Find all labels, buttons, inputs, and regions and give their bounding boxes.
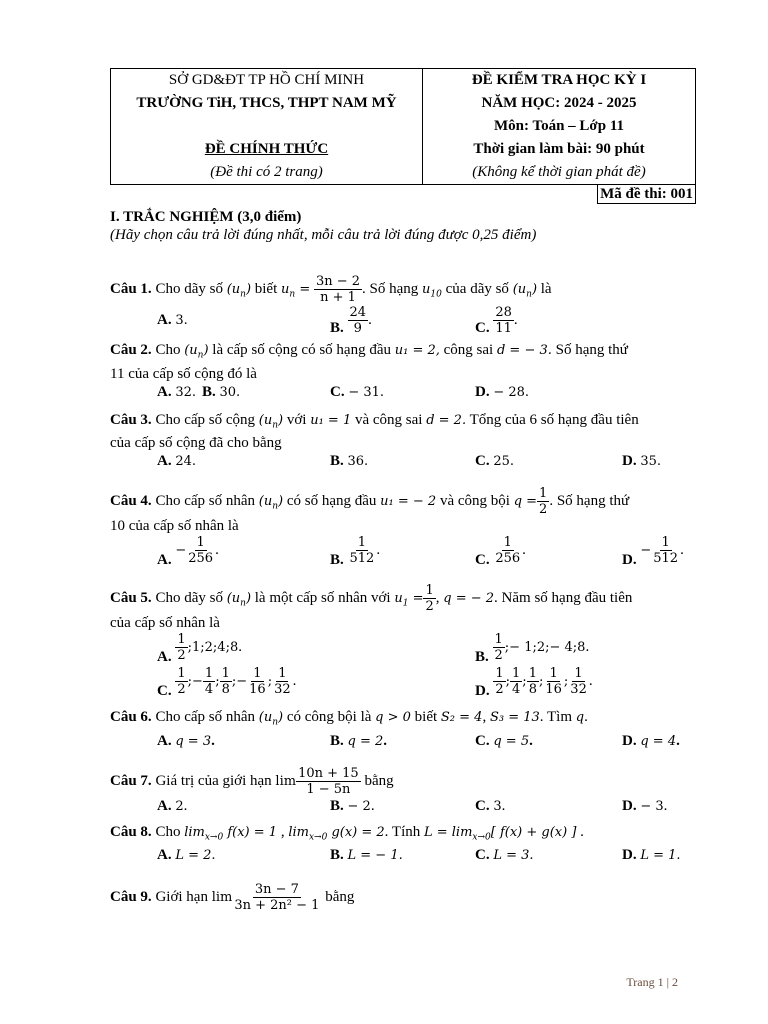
question-text: Số hạng bbox=[369, 280, 419, 297]
question-text: là một cấp số nhân với bbox=[254, 590, 391, 607]
answer-options bbox=[110, 305, 696, 335]
option-a[interactable]: A. 2. bbox=[157, 797, 188, 814]
question-text: của cấp số cộng đã cho bằng bbox=[110, 435, 282, 452]
common-ratio: q = − 2 bbox=[443, 591, 495, 607]
option-c[interactable]: C. q = 5. bbox=[475, 732, 533, 749]
question-text: Tổng của 6 số hạng đầu tiên bbox=[469, 411, 639, 428]
answer-options bbox=[110, 732, 696, 754]
option-b[interactable]: B. $\frac{1}{512}$ . bbox=[330, 535, 381, 569]
option-d[interactable]: D. L = 1. bbox=[622, 847, 681, 864]
condition: q > 0 bbox=[375, 710, 411, 726]
common-ratio: $\frac{1}{2}$ bbox=[539, 486, 548, 518]
option-b[interactable]: B. $\frac{1}{2}$ ;− 1;2;− 4;8. bbox=[475, 632, 590, 666]
question-4: Câu 4. Cho cấp số nhân $(u_n)$ có số hạng đầu u₁ = − 2 và công bội q = $\frac{1}{2}$ . Số hạng thứ 10 của cấp số nhân là bbox=[110, 486, 696, 535]
department-name: SỞ GD&ĐT TP HỒ CHÍ MINH bbox=[168, 72, 365, 88]
option-b[interactable]: B. L = − 1. bbox=[330, 847, 403, 864]
question-text: biết bbox=[414, 709, 438, 726]
question-label: Câu 1. bbox=[110, 280, 152, 297]
time-limit: Thời gian làm bài: 90 phút bbox=[473, 141, 645, 157]
option-a[interactable]: A. − $\frac{1}{256}$ . bbox=[157, 535, 219, 569]
question-6: Câu 6. Cho cấp số nhân $(u_n)$ có công bội là q > 0 biết S₂ = 4, S₃ = 13. Tìm q. bbox=[110, 709, 588, 728]
school-name: TRƯỜNG TiH, THCS, THPT NAM MỸ bbox=[136, 95, 397, 111]
question-text: và công bội bbox=[439, 493, 510, 510]
option-a[interactable]: A. 32. bbox=[157, 383, 197, 400]
option-a[interactable]: A. 24. bbox=[157, 453, 197, 470]
option-d[interactable]: D. − 28. bbox=[475, 383, 530, 400]
section-note: (Hãy chọn câu trả lời đúng nhất, mỗi câu trả lời đúng được 0,25 điểm) bbox=[110, 227, 537, 243]
sum-s3: S₃ = 13 bbox=[489, 710, 540, 726]
option-a[interactable]: A. $\frac{1}{2}$ ;1;2;4;8. bbox=[157, 632, 242, 666]
option-b[interactable]: B. 30. bbox=[202, 383, 241, 400]
option-a[interactable]: A. L = 2. bbox=[157, 847, 216, 864]
question-label: Câu 2. bbox=[110, 342, 152, 358]
first-term: u₁ = 2, bbox=[394, 343, 440, 358]
pages-note: (Đề thi có 2 trang) bbox=[210, 164, 323, 180]
question-label: Câu 4. bbox=[110, 493, 152, 510]
question-text: Cho cấp số nhân bbox=[155, 709, 256, 726]
option-c[interactable]: C. $\frac{1}{256}$ . bbox=[475, 535, 526, 569]
option-c[interactable]: C. $\frac{28}{11}$ . bbox=[475, 305, 518, 336]
question-text: . Tìm bbox=[539, 709, 573, 726]
sequence-formula: $\frac{3n - 2}{n + 1}$ bbox=[315, 274, 361, 305]
question-1: Câu 1. Cho dãy số $(u_n)$ biết $u_n$ = $\frac{3n - 2}{n + 1}$ . Số hạng $u_{10}$ của dãy số $(u_n)$ là bbox=[110, 274, 552, 305]
question-text: Giới hạn bbox=[155, 889, 208, 906]
question-label: Câu 8. bbox=[110, 823, 152, 840]
question-text: Cho cấp số nhân bbox=[155, 493, 256, 510]
option-d[interactable]: D. $\frac{1}{2}$ ; $\frac{1}{4}$ ; $\frac{1}{8}$ ; $\frac{1}{16}$ ; $\frac{1}{32}$ . bbox=[475, 666, 593, 700]
option-c[interactable]: C. − 31. bbox=[330, 383, 385, 400]
common-difference: d = − 3. bbox=[496, 343, 552, 358]
exam-title: ĐỀ KIỂM TRA HỌC KỲ I bbox=[471, 72, 647, 88]
question-text: Số hạng thứ bbox=[555, 342, 628, 358]
question-text: 10 của cấp số nhân là bbox=[110, 518, 239, 535]
question-text: và công sai bbox=[354, 411, 423, 428]
limit-expression: $\frac{10n + 15}{1 - 5n}$ bbox=[298, 765, 359, 797]
question-label: Câu 6. bbox=[110, 709, 152, 726]
answer-options bbox=[110, 846, 696, 868]
option-c[interactable]: C. 3. bbox=[475, 797, 506, 814]
question-text: của cấp số nhân là bbox=[110, 615, 220, 632]
option-a[interactable]: A. q = 3. bbox=[157, 732, 215, 749]
school-year: NĂM HỌC: 2024 - 2025 bbox=[481, 95, 637, 111]
question-text: bằng bbox=[364, 772, 394, 789]
question-text: Cho dãy số bbox=[155, 590, 223, 607]
question-text: có công bội là bbox=[286, 709, 372, 726]
question-8: Câu 8. Cho $\lim_{x\to 0} f(x) = 1$ , $\lim_{x\to 0} g(x) = 2$. Tính $L = \lim_{x\to 0}$[ f(x) + g(x) ] . bbox=[110, 823, 584, 843]
question-7: Câu 7. Giá trị của giới hạn lim $\frac{10n + 15}{1 - 5n}$ bằng bbox=[110, 765, 394, 797]
question-text: là bbox=[540, 280, 552, 297]
sum-s2: S₂ = 4 bbox=[440, 710, 483, 726]
question-label: Câu 7. bbox=[110, 772, 152, 789]
common-difference: d = 2. bbox=[426, 412, 467, 428]
question-text: 11 của cấp số cộng đó là bbox=[110, 365, 257, 382]
question-text: Cho bbox=[155, 342, 181, 358]
question-text: công sai bbox=[443, 342, 494, 358]
question-text: bằng bbox=[325, 889, 355, 906]
option-c[interactable]: C. $\frac{1}{2}$ ;− $\frac{1}{4}$ ; $\frac{1}{8}$ ;− $\frac{1}{16}$ ; $\frac{1}{32}$ . bbox=[157, 666, 297, 700]
question-label: Câu 5. bbox=[110, 590, 152, 607]
question-5: Câu 5. Cho dãy số $(u_n)$ là một cấp số nhân với $u_1$ = $\frac{1}{2}$ , q = − 2. Năm số hạng đầu tiên của cấp số nhân là bbox=[110, 583, 696, 632]
question-text: với bbox=[286, 411, 307, 428]
question-2: Câu 2. Cho $(u_n)$ là cấp số cộng có số hạng đầu u₁ = 2, công sai d = − 3. Số hạng thứ 11 của cấp số cộng đó là bbox=[110, 341, 696, 383]
first-term: u₁ = 1 bbox=[310, 412, 352, 428]
question-text: . Tính bbox=[384, 823, 421, 840]
header-left-cell bbox=[111, 69, 423, 185]
subject-line: Môn: Toán – Lớp 11 bbox=[493, 118, 625, 134]
section-title: I. TRẮC NGHIỆM (3,0 điểm) bbox=[110, 209, 302, 225]
question-label: Câu 9. bbox=[110, 889, 152, 906]
exam-header-table bbox=[110, 68, 696, 185]
answer-options bbox=[110, 666, 696, 702]
question-text: Cho bbox=[155, 823, 181, 840]
option-d[interactable]: D. − 3. bbox=[622, 797, 668, 814]
answer-options bbox=[110, 452, 696, 474]
option-a[interactable]: A. 3. bbox=[157, 312, 188, 328]
question-text: của dãy số bbox=[445, 280, 509, 297]
option-d[interactable]: D. − $\frac{1}{512}$ . bbox=[622, 535, 684, 569]
option-b[interactable]: B. − 2. bbox=[330, 797, 375, 814]
option-d[interactable]: D. q = 4. bbox=[622, 732, 680, 749]
question-text: Cho cấp số cộng bbox=[155, 411, 256, 428]
question-text: Giá trị của giới hạn bbox=[155, 772, 272, 789]
answer-options bbox=[110, 632, 696, 666]
option-c[interactable]: C. L = 3. bbox=[475, 847, 534, 864]
exam-page bbox=[110, 68, 696, 913]
option-b[interactable]: B. 36. bbox=[330, 453, 369, 470]
answer-options bbox=[110, 797, 696, 819]
option-b[interactable]: B. $\frac{24}{9}$ . bbox=[330, 305, 372, 336]
question-text: Cho dãy số bbox=[155, 280, 223, 297]
question-text: biết bbox=[254, 280, 278, 297]
question-3: Câu 3. Cho cấp số cộng $(u_n)$ với u₁ = 1 và công sai d = 2. Tổng của 6 số hạng đầu tiên của cấp số cộng đã cho bằng bbox=[110, 411, 696, 453]
question-text: . Năm số hạng đầu tiên bbox=[494, 590, 633, 607]
answer-options bbox=[110, 535, 696, 569]
header-right-cell bbox=[423, 69, 696, 185]
option-b[interactable]: B. q = 2. bbox=[330, 732, 388, 749]
option-c[interactable]: C. 25. bbox=[475, 453, 515, 470]
question-text: . Số hạng thứ bbox=[549, 493, 630, 510]
exam-code: Mã đề thi: 001 bbox=[597, 185, 696, 204]
answer-options bbox=[110, 383, 696, 405]
official-label: ĐỀ CHÍNH THỨC bbox=[204, 141, 329, 157]
question-label: Câu 3. bbox=[110, 411, 152, 428]
page-number: Trang 1 | 2 bbox=[626, 975, 678, 989]
time-note: (Không kể thời gian phát đề) bbox=[472, 164, 646, 180]
first-term: u₁ = − 2 bbox=[380, 494, 437, 510]
option-d[interactable]: D. 35. bbox=[622, 453, 662, 470]
question-9: Câu 9. Giới hạn lim $\frac{3n - 7}{\text{3n + 2n² − 1}}$ bằng bbox=[110, 882, 355, 914]
question-text: là cấp số cộng có số hạng đầu bbox=[212, 342, 391, 358]
question-text: có số hạng đầu bbox=[286, 493, 377, 510]
limit-expression: $\frac{3n - 7}{\text{3n + 2n² − 1}}$ bbox=[234, 882, 320, 914]
